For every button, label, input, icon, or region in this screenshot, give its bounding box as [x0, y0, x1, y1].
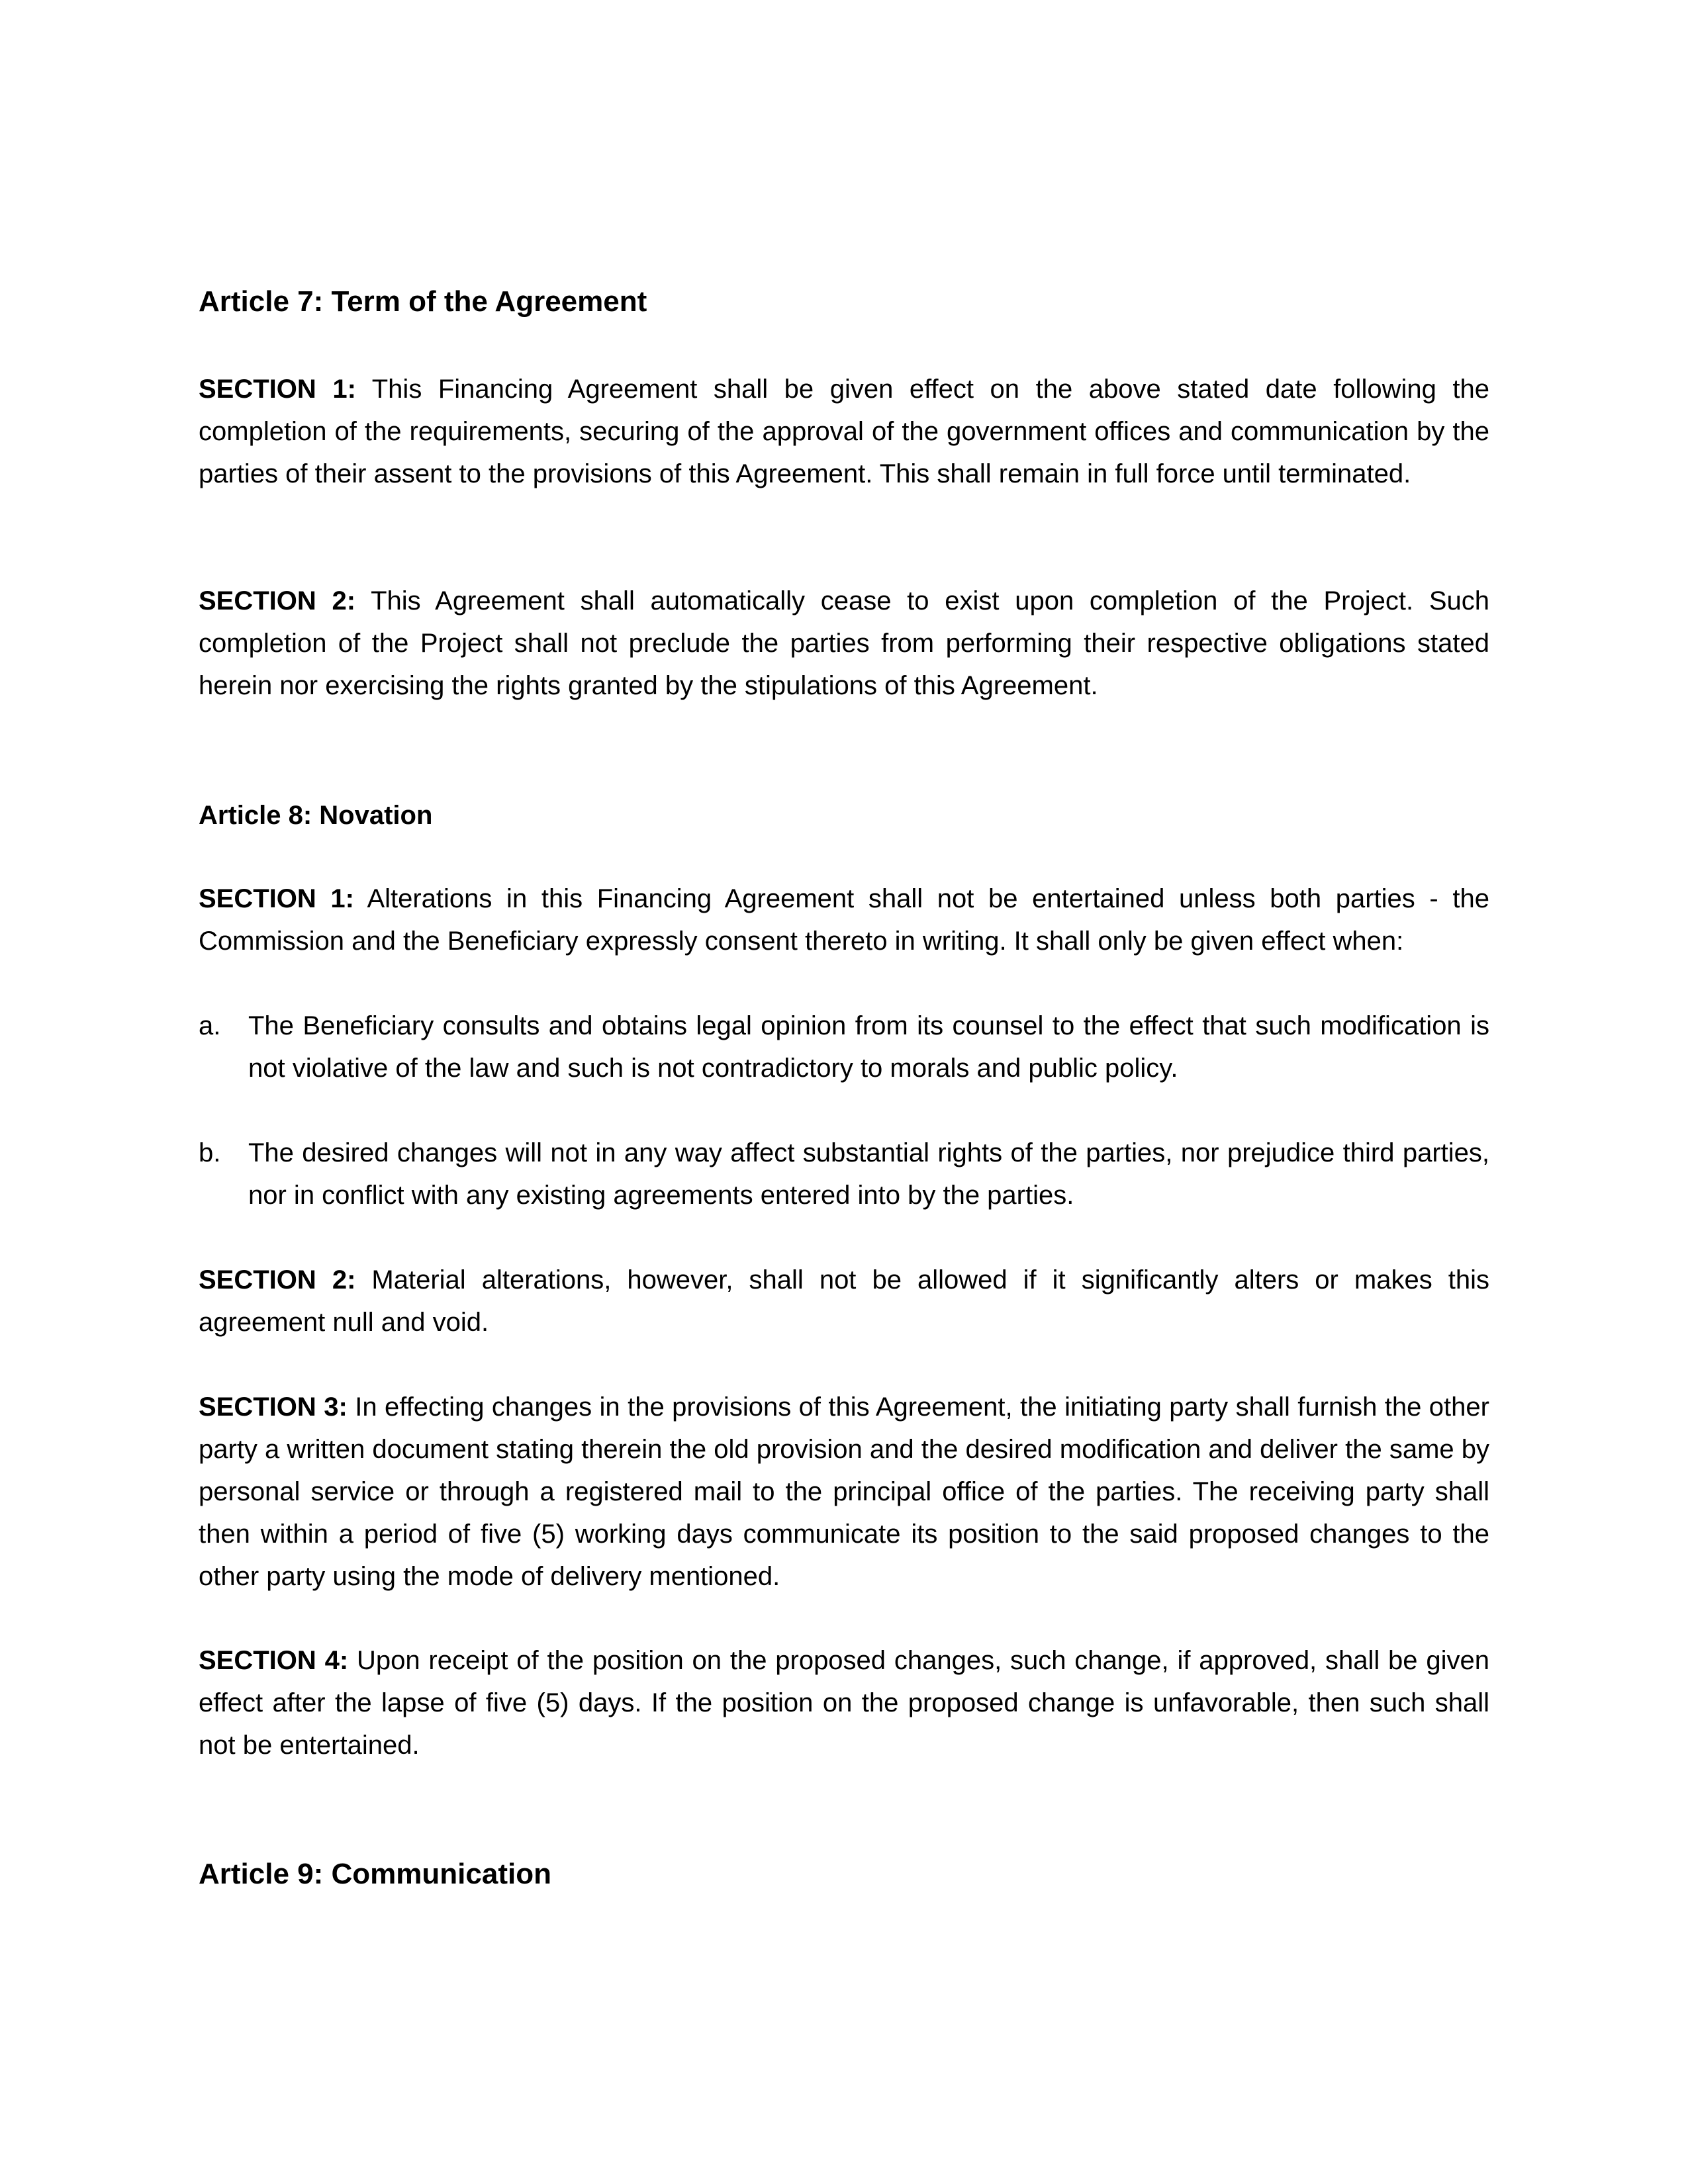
section-label: SECTION 1: [199, 884, 354, 913]
list-marker: b. [199, 1138, 221, 1167]
section-text: This Financing Agreement shall be given effect on the above stated date following the completion of the requirements, securing of the approval of the government offices and communication by the parties of their assent to the provisions of this Agreement. This shall remain in full force until terminated. [199, 375, 1489, 488]
section-label: SECTION 2: [199, 586, 356, 615]
article-7-heading: Article 7: Term of the Agreement [199, 285, 647, 318]
article-7-section-1 [199, 368, 1489, 495]
article-8-section-1 [199, 878, 1489, 962]
document-page [199, 0, 1489, 2184]
section-text: This Agreement shall automatically cease to exist upon completion of the Project. Such completion of the Project shall not preclude the parties from performing their respective obligations stated herein nor exercising the rights granted by the stipulations of this Agreement. [199, 586, 1489, 700]
article-8-section-3 [199, 1386, 1489, 1598]
list-item-a [199, 1005, 1489, 1089]
article-9-heading: Article 9: Communication [199, 1858, 551, 1890]
section-label: SECTION 2: [199, 1265, 356, 1295]
list-item-text: The Beneficiary consults and obtains legal opinion from its counsel to the effect that such modification is not violative of the law and such is not contradictory to morals and public policy. [248, 1011, 1489, 1083]
section-text: Alterations in this Financing Agreement shall not be entertained unless both parties - the Commission and the Beneficiary expressly consent thereto in writing. It shall only be given effect when: [199, 884, 1489, 956]
section-text: In effecting changes in the provisions of this Agreement, the initiating party shall furnish the other party a written document stating therein the old provision and the desired modification and deliver the same by personal service or through a registered mail to the principal office of the parties. The receiving party shall then within a period of five (5) working days communicate its position to the said proposed changes to the other party using the mode of delivery mentioned. [199, 1392, 1489, 1591]
section-text: Material alterations, however, shall not be allowed if it significantly alters or makes this agreement null and void. [199, 1265, 1489, 1337]
section-label: SECTION 3: [199, 1392, 348, 1422]
list-item-text: The desired changes will not in any way affect substantial rights of the parties, nor prejudice third parties, nor in conflict with any existing agreements entered into by the parties. [248, 1138, 1489, 1210]
article-8-heading: Article 8: Novation [199, 801, 433, 830]
article-8-section-4 [199, 1639, 1489, 1766]
list-item-b [199, 1132, 1489, 1216]
section-text: Upon receipt of the position on the proposed changes, such change, if approved, shall be given effect after the lapse of five (5) days. If the position on the proposed change is unfavorable, then such shall not be entertained. [199, 1646, 1489, 1760]
article-7-section-2 [199, 580, 1489, 707]
article-8-section-2 [199, 1259, 1489, 1343]
list-marker: a. [199, 1011, 221, 1040]
section-label: SECTION 1: [199, 375, 356, 404]
section-label: SECTION 4: [199, 1646, 349, 1675]
